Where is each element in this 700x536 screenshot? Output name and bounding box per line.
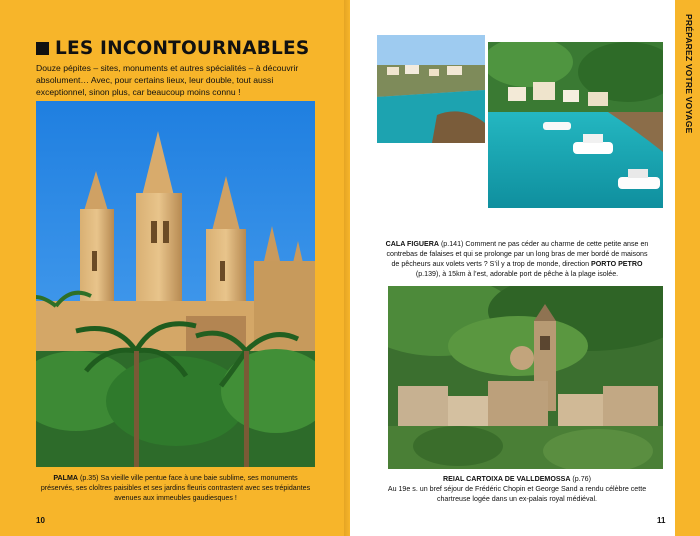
side-band (675, 0, 700, 536)
heading-square-icon (36, 42, 49, 55)
valldemossa-caption-place: REIAL CARTOIXA DE VALLDEMOSSA (443, 475, 571, 483)
cala-figuera-caption-place: CALA FIGUERA (385, 240, 439, 248)
valldemossa-photo (388, 286, 663, 469)
palma-caption-text: (p.35) Sa vieille ville pentue face à une baie sublime, ses monuments préservés, ses cloîtres paisibles et ses jardins fleuris contrastent avec ses trépidantes avenues aux immeubles gaudiesques ! (40, 474, 311, 502)
cala-figuera-caption (382, 239, 652, 279)
cala-figuera-inset-photo (377, 35, 485, 143)
porto-petro-caption-place: PORTO PETRO (591, 260, 643, 268)
valldemossa-caption-ref: (p.76) (570, 475, 591, 483)
intro-text: Douze pépites – sites, monuments et autres spécialités – à découvrir absolument… Avec, pour certains lieux, leur double, tout aussi exceptionnel, sinon plus, car beaucoup moins connu ! (36, 63, 299, 97)
right-page (350, 0, 700, 536)
cala-figuera-caption-text: (p.141) Comment ne pas céder au charme de cette petite anse en contrebas de falaises et qui se prolonge par un long bras de mer bordé de maisons de pêcheurs aux volets verts ? S’il y a trop de monde, direction (386, 240, 649, 268)
heading-title: LES INCONTOURNABLES (55, 38, 310, 59)
section-heading (36, 38, 309, 59)
valldemossa-caption-text: Au 19e s. un bref séjour de Frédéric Chopin et George Sand a rendu célèbre cette chartreuse logée dans un ex-palais royal médiéval. (387, 485, 647, 503)
right-page-number: 11 (657, 516, 666, 525)
cala-figuera-photo (488, 42, 663, 208)
palma-cathedral-photo (36, 101, 315, 467)
valldemossa-caption (382, 474, 652, 504)
left-page (0, 0, 344, 536)
side-band-label: PRÉPAREZ VOTRE VOYAGE (684, 14, 694, 134)
porto-petro-caption-text: (p.139), à 15km à l’est, adorable port de pêche à la plage isolée. (415, 270, 619, 278)
left-page-number: 10 (36, 516, 45, 525)
palma-caption-place: PALMA (53, 474, 79, 482)
palma-caption (36, 473, 315, 503)
